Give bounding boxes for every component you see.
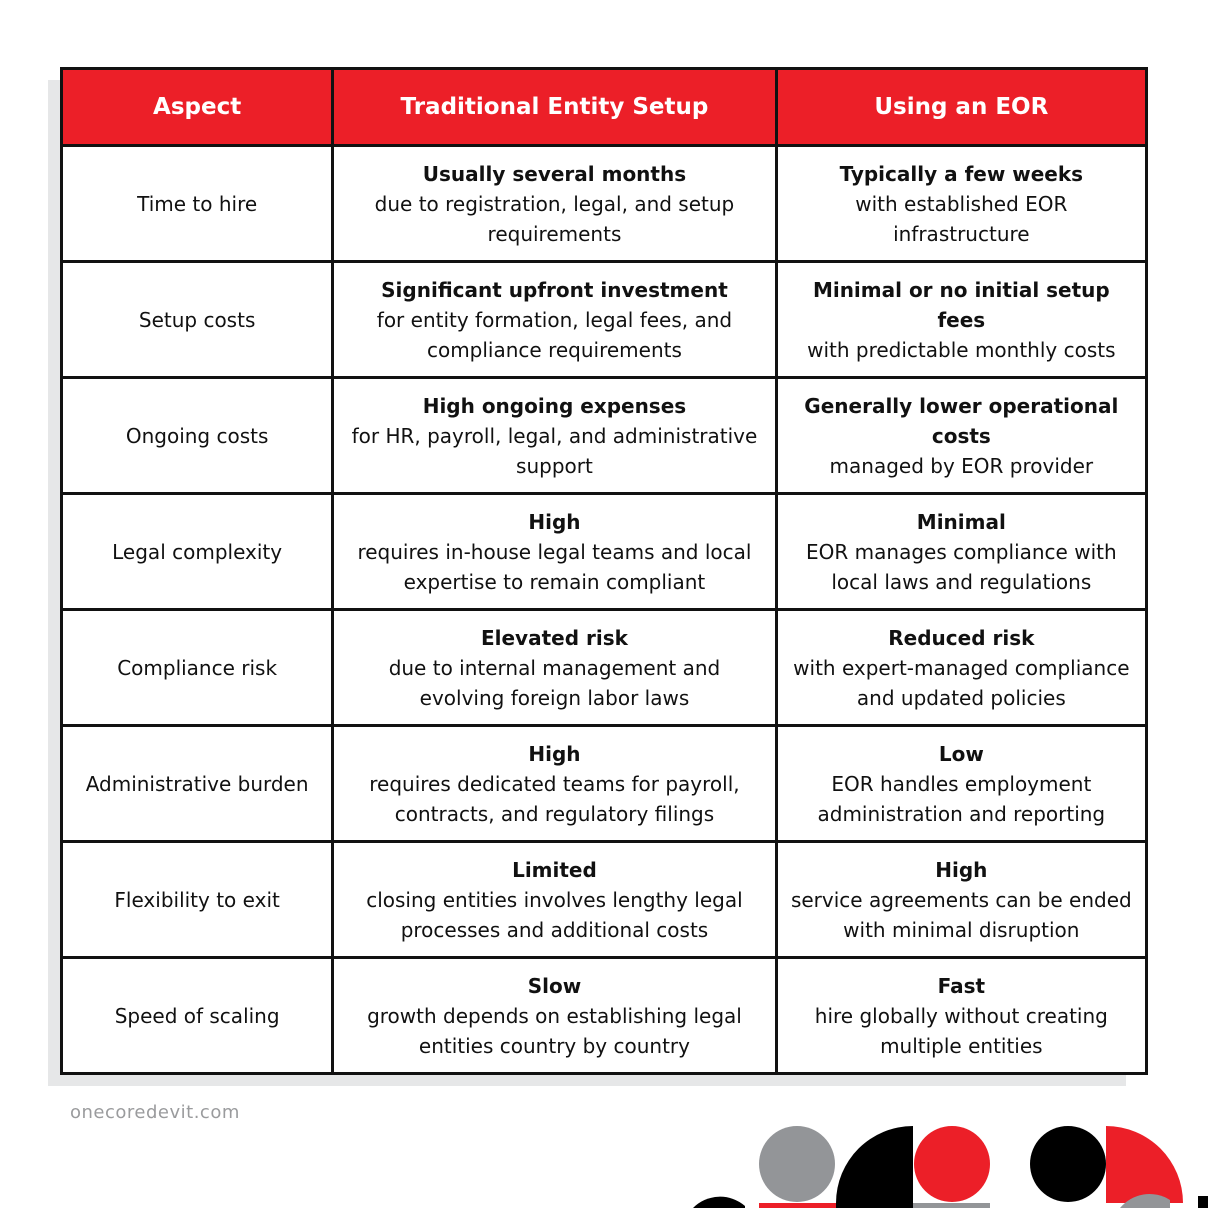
table-row (62, 378, 1147, 494)
comparison-table-container (60, 67, 1148, 1075)
eor-desc: EOR manages compliance with local laws and regulations (806, 539, 1117, 594)
table-row (62, 494, 1147, 610)
eor-title: Typically a few weeks (839, 161, 1084, 186)
table-row (62, 842, 1147, 958)
comparison-table (60, 67, 1148, 1075)
eor-cell (776, 378, 1146, 494)
footer-website: onecoredevit.com (70, 1102, 240, 1123)
header-aspect: Aspect (62, 69, 333, 146)
red-bar-shape (759, 1203, 836, 1208)
traditional-title: Limited (512, 857, 597, 882)
eor-cell (776, 958, 1146, 1074)
traditional-cell (333, 726, 776, 842)
traditional-title: Elevated risk (480, 625, 628, 650)
header-using-eor: Using an EOR (776, 69, 1146, 146)
traditional-desc: requires dedicated teams for payroll, contracts, and regulatory filings (369, 771, 740, 826)
eor-cell (776, 146, 1146, 262)
eor-title: Reduced risk (888, 625, 1035, 650)
traditional-title: Usually several months (422, 161, 687, 186)
red-circle-shape (914, 1126, 990, 1202)
traditional-title: Slow (527, 973, 582, 998)
eor-desc: with predictable monthly costs (807, 337, 1116, 362)
traditional-cell (333, 262, 776, 378)
eor-desc: hire globally without creating multiple entities (814, 1003, 1108, 1058)
header-traditional-entity-setup: Traditional Entity Setup (333, 69, 776, 146)
traditional-desc: growth depends on establishing legal entities country by country (367, 1003, 742, 1058)
black-arc-left-shape (693, 1197, 745, 1208)
black-circle-shape (1030, 1126, 1106, 1202)
eor-cell (776, 494, 1146, 610)
red-quarter-circle-shape (1106, 1126, 1183, 1203)
table-header-row (62, 69, 1147, 146)
eor-desc: managed by EOR provider (829, 453, 1094, 478)
gray-bar-shape (913, 1203, 990, 1208)
traditional-title: High ongoing expenses (422, 393, 687, 418)
traditional-desc: due to internal management and evolving foreign labor laws (388, 655, 721, 710)
eor-title: Low (938, 741, 984, 766)
traditional-cell (333, 842, 776, 958)
aspect-cell: Flexibility to exit (62, 842, 333, 958)
traditional-title: Significant upfront investment (381, 277, 728, 302)
gray-circle-shape (759, 1126, 835, 1202)
traditional-title: High (528, 741, 581, 766)
black-corner-shape (1198, 1196, 1208, 1208)
traditional-desc: due to registration, legal, and setup requirements (374, 191, 735, 246)
eor-cell (776, 262, 1146, 378)
eor-desc: with expert-managed compliance and updated policies (793, 655, 1130, 710)
traditional-title: High (528, 509, 581, 534)
traditional-cell (333, 494, 776, 610)
gray-corner-arc-shape (1120, 1194, 1170, 1208)
eor-desc: with established EOR infrastructure (855, 191, 1068, 246)
eor-desc: service agreements can be ended with minimal disruption (790, 887, 1132, 942)
traditional-cell (333, 146, 776, 262)
aspect-cell: Administrative burden (62, 726, 333, 842)
traditional-desc: for entity formation, legal fees, and compliance requirements (376, 307, 733, 362)
aspect-cell: Speed of scaling (62, 958, 333, 1074)
aspect-cell: Time to hire (62, 146, 333, 262)
traditional-cell (333, 378, 776, 494)
eor-title: Minimal (916, 509, 1006, 534)
traditional-cell (333, 958, 776, 1074)
eor-title: Minimal or no initial setup fees (812, 277, 1110, 332)
black-quarter-circle-shape (836, 1126, 913, 1208)
eor-cell (776, 842, 1146, 958)
aspect-cell: Setup costs (62, 262, 333, 378)
table-row (62, 958, 1147, 1074)
eor-cell (776, 726, 1146, 842)
table-row (62, 610, 1147, 726)
table-row (62, 146, 1147, 262)
traditional-desc: closing entities involves lengthy legal processes and additional costs (366, 887, 743, 942)
traditional-cell (333, 610, 776, 726)
eor-cell (776, 610, 1146, 726)
traditional-desc: requires in-house legal teams and local expertise to remain compliant (357, 539, 752, 594)
eor-title: Generally lower operational costs (804, 393, 1119, 448)
eor-desc: EOR handles employment administration and reporting (817, 771, 1106, 826)
eor-title: Fast (937, 973, 986, 998)
table-row (62, 726, 1147, 842)
aspect-cell: Ongoing costs (62, 378, 333, 494)
table-row (62, 262, 1147, 378)
traditional-desc: for HR, payroll, legal, and administrative support (351, 423, 758, 478)
eor-title: High (935, 857, 988, 882)
aspect-cell: Legal complexity (62, 494, 333, 610)
aspect-cell: Compliance risk (62, 610, 333, 726)
